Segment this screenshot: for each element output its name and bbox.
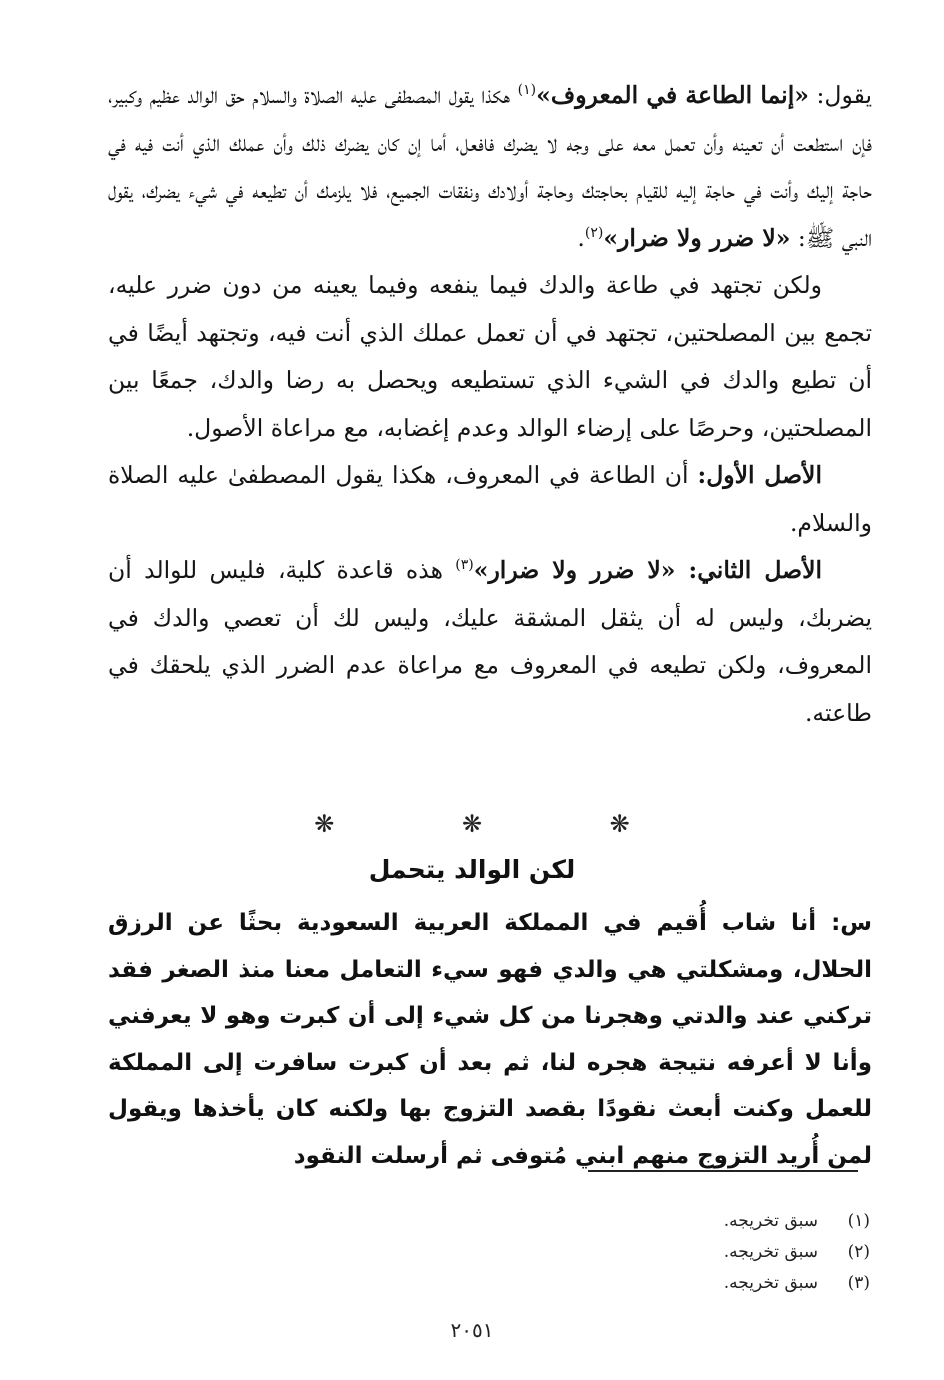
footnote-ref-3: (٣) (455, 557, 474, 574)
section-title: لكن الوالد يتحمل (368, 855, 576, 884)
second-principle-label: الأصل الثاني: (688, 556, 822, 584)
first-principle-label: الأصل الأول: (697, 461, 822, 489)
footnote-divider (588, 1170, 858, 1172)
footnote-1 (540, 1206, 870, 1237)
second-principle-text: هذه قاعدة كلية، فليس للوالد أن يضربك، وليس له أن يثقل المشقة عليك، وليس لك أن تعصي والدك في المعروف، ولكن تطيعه في المعروف مع مراعاة عدم الضرر الذي يلحقك في طاعته. (108, 556, 872, 727)
hadith-quote-2: «لا ضرر ولا ضرار» (603, 223, 791, 252)
question-text: س: أنا شاب أُقيم في المملكة العربية السعودية بحثًا عن الرزق الحلال، ومشكلتي هي والدي فهو سيء التعامل معنا منذ الصغر فقد تركني عند والدتي وهجرنا من كل شيء إلى أن كبرت وهو لا يعرفني وأنا لا أعرفه نتيجة هجره لنا، ثم بعد أن كبرت سافرت إلى المملكة للعمل وكنت أبعث نقودًا بقصد التزوج بها ولكنه كان يأخذها ويقول لمن أُريد التزوج منهم ابني مُتوفى ثم أرسلت النقود (108, 910, 872, 1169)
footnote-number: (٢) (847, 1242, 870, 1262)
paragraph-1 (108, 72, 872, 262)
footnote-3 (540, 1268, 870, 1299)
paragraph-1-lead: يقول: (808, 81, 873, 109)
page-number: ٢٠٥١ (450, 1318, 494, 1342)
footnote-number: (٣) (847, 1273, 870, 1293)
footnote-ref-1: (١) (517, 82, 537, 99)
paragraph-1-end: . (577, 223, 585, 252)
footnote-ref-2: (٢) (584, 224, 604, 241)
footnote-text: سبق تخريجه. (723, 1242, 818, 1262)
main-body (108, 72, 872, 737)
footnotes (540, 1206, 870, 1299)
footnote-2 (540, 1237, 870, 1268)
hadith-quote-3: «لا ضرر ولا ضرار» (473, 556, 689, 584)
paragraph-3 (108, 452, 872, 547)
paragraph-2: ولكن تجتهد في طاعة والدك فيما ينفعه وفيما يعينه من دون ضرر عليه، تجمع بين المصلحتين، تجتهد في أن تعمل عملك الذي أنت فيه، وتجتهد أيضًا في أن تطيع والدك في الشيء الذي تستطيعه ويحصل به رضا والدك، جمعًا بين المصلحتين، وحرصًا على إرضاء الوالد وعدم إغضابه، مع مراعاة الأصول. (108, 271, 872, 442)
paragraph-1-body: هكذا يقول المصطفى عليه الصلاة والسلام حق الوالد عظيم وكبير، فإن استطعت أن تعينه وأن تعمل معه على وجه لا يضرك فافعل، أما إن كان يضرك ذلك وأن عملك الذي أنت فيه في حاجة إليك وأنت في حاجة إليه للقيام بحاجتك وحاجة أولادك ونفقات الجميع، فلا يلزمك أن تطيعه في شيء يضرك، يقول النبي ﷺ: (108, 81, 872, 252)
section-separator-stars: ❋ ❋ ❋ (314, 810, 690, 838)
footnote-number: (١) (847, 1211, 870, 1231)
footnote-text: سبق تخريجه. (723, 1273, 818, 1293)
paragraph-4 (108, 547, 872, 737)
hadith-quote-1: «إنما الطاعة في المعروف» (536, 81, 809, 109)
question-block (108, 900, 872, 1179)
first-principle-text: أن الطاعة في المعروف، هكذا يقول المصطفىٰ عليه الصلاة والسلام. (108, 461, 872, 537)
footnote-text: سبق تخريجه. (723, 1211, 818, 1231)
